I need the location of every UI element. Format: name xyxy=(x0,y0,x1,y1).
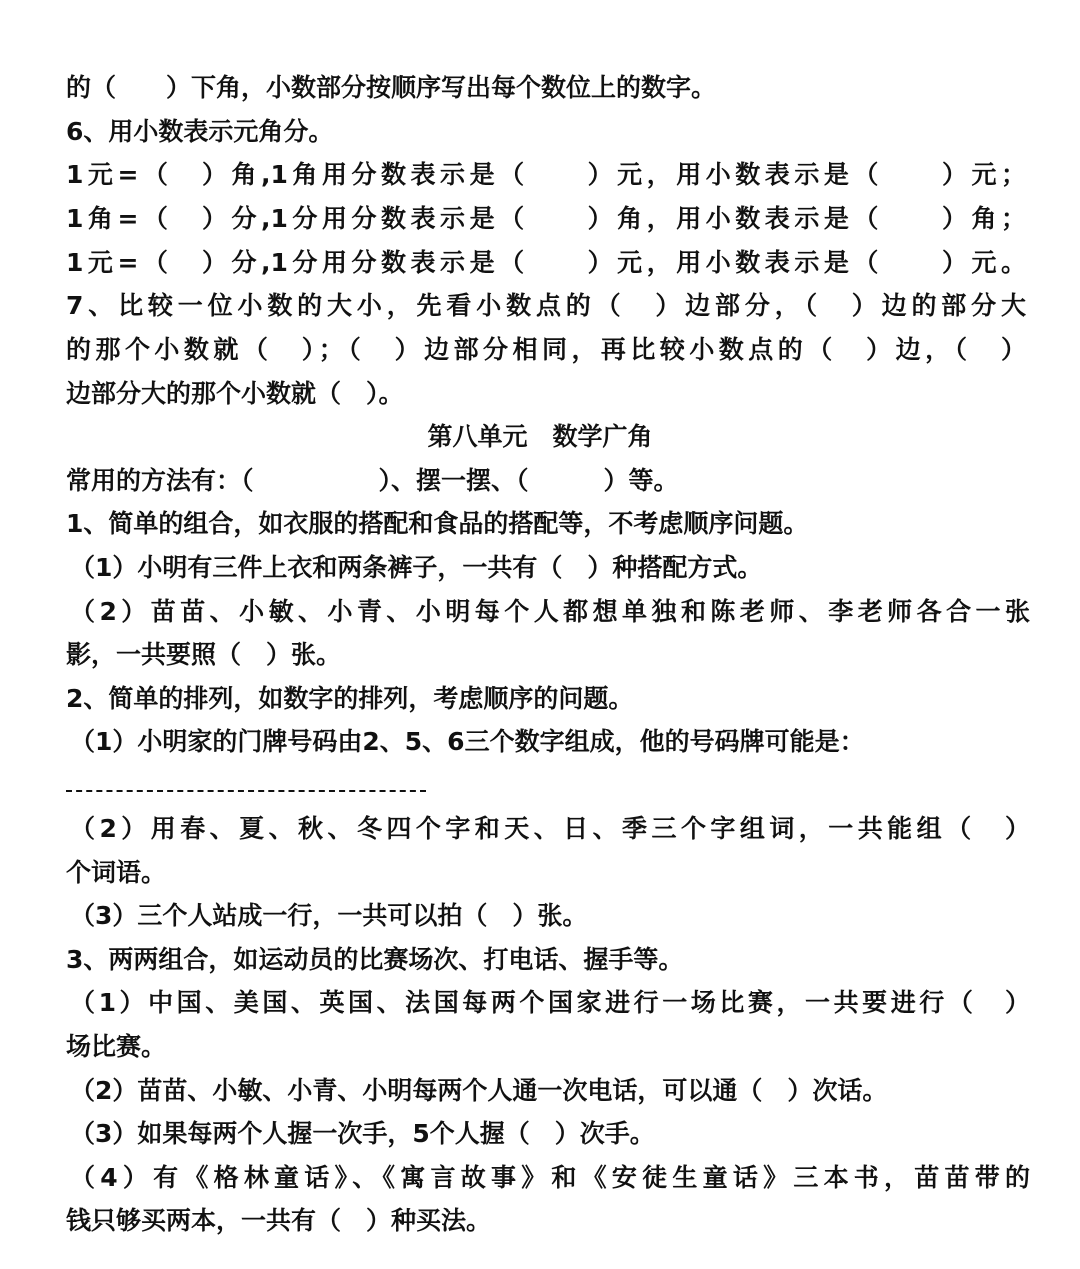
item-7-line-3: 边部分大的那个小数就（ ）。 xyxy=(66,379,404,408)
section-2-heading: 2、简单的排列，如数字的排列，考虑顺序的问题。 xyxy=(66,684,634,713)
section-1-q1: （1）小明有三件上衣和两条裤子，一共有（ ）种搭配方式。 xyxy=(70,553,763,582)
section-3-q1-line-2: 场比赛。 xyxy=(66,1032,167,1061)
common-methods-line: 常用的方法有：（ ）、摆一摆、（ ）等。 xyxy=(66,466,679,495)
item-6-jiao-fen: 1角=（ ）分,1分用分数表示是（ ）角，用小数表示是（ ）角； xyxy=(66,204,1026,233)
section-3-q4-line-2: 钱只够买两本，一共有（ ）种买法。 xyxy=(66,1206,492,1235)
section-2-q2-line-1: （2）用春、夏、秋、冬四个字和天、日、季三个字组词，一共能组（ ） xyxy=(70,814,1030,843)
answer-blank-line xyxy=(66,790,426,792)
section-1-q2-line-1: （2）苗苗、小敏、小青、小明每个人都想单独和陈老师、李老师各合一张 xyxy=(70,597,1030,626)
section-1-heading: 1、简单的组合，如衣服的搭配和食品的搭配等，不考虑顺序问题。 xyxy=(66,509,809,538)
section-3-q3: （3）如果每两个人握一次手，5个人握（ ）次手。 xyxy=(70,1119,655,1148)
item-6-heading: 6、用小数表示元角分。 xyxy=(66,117,334,146)
item-7-line-2: 的那个小数就（ ）；（ ）边部分相同，再比较小数点的（ ）边，（ ） xyxy=(66,335,1026,364)
item-6-yuan-jiao: 1元=（ ）角,1角用分数表示是（ ）元，用小数表示是（ ）元； xyxy=(66,160,1026,189)
item-7-line-1: 7、比较一位小数的大小，先看小数点的（ ）边部分，（ ）边的部分大 xyxy=(66,291,1026,320)
unit-heading: 第八单元 数学广角 xyxy=(427,422,653,451)
text-line-place-value: 的（ ）下角，小数部分按顺序写出每个数位上的数字。 xyxy=(66,73,717,102)
section-2-q3: （3）三个人站成一行，一共可以拍（ ）张。 xyxy=(70,901,588,930)
section-2-q2-line-2: 个词语。 xyxy=(66,858,167,887)
section-2-q1: （1）小明家的门牌号码由2、5、6三个数字组成，他的号码牌可能是： xyxy=(70,727,865,756)
item-6-yuan-fen: 1元=（ ）分,1分用分数表示是（ ）元，用小数表示是（ ）元。 xyxy=(66,248,1026,277)
section-3-q1-line-1: （1）中国、美国、英国、法国每两个国家进行一场比赛，一共要进行（ ） xyxy=(70,988,1030,1017)
section-1-q2-line-2: 影，一共要照（ ）张。 xyxy=(66,640,342,669)
section-3-q2: （2）苗苗、小敏、小青、小明每两个人通一次电话，可以通（ ）次话。 xyxy=(70,1076,888,1105)
section-3-q4-line-1: （4）有《格林童话》、《寓言故事》和《安徒生童话》三本书，苗苗带的 xyxy=(70,1163,1030,1192)
section-3-heading: 3、两两组合，如运动员的比赛场次、打电话、握手等。 xyxy=(66,945,684,974)
